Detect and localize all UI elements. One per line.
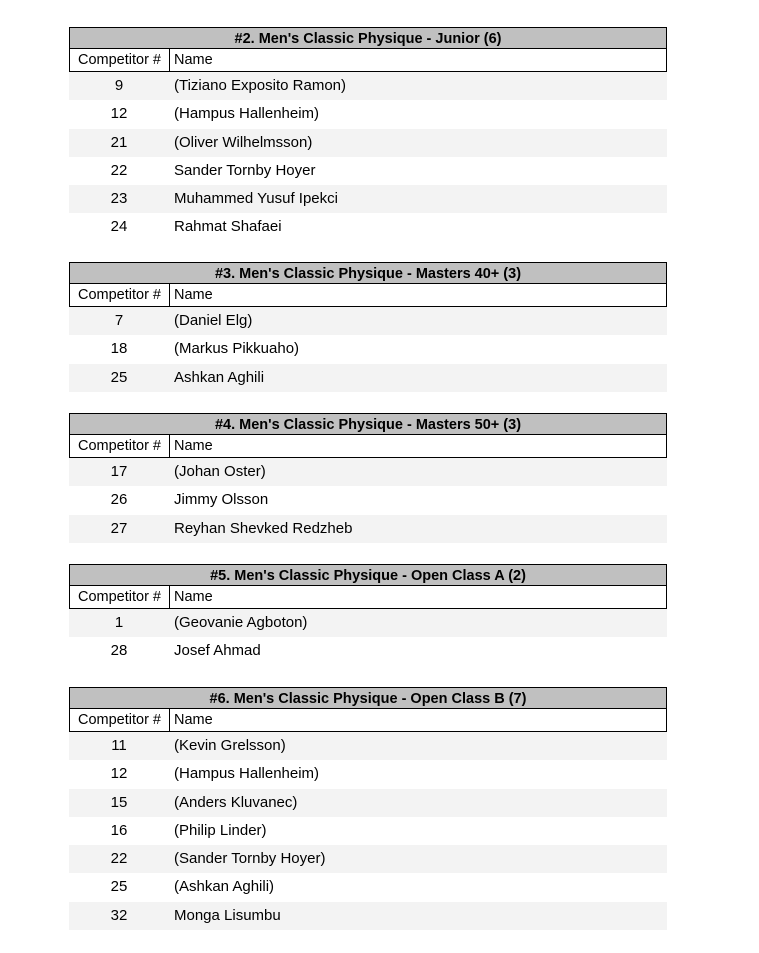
section-junior: [69, 27, 667, 242]
table-row: [69, 100, 667, 128]
competitor-number: 17: [110, 463, 128, 480]
competitor-number: 12: [110, 765, 128, 783]
competitor-name: (Ashkan Aghili): [174, 878, 275, 896]
section-open-class-a: [69, 564, 667, 666]
section-title: #2. Men's Classic Physique - Junior (6): [69, 27, 667, 49]
competitor-name: (Geovanie Agboton): [174, 614, 308, 631]
competitor-column-header: Competitor #: [70, 435, 170, 457]
competitor-name: Sander Tornby Hoyer: [174, 161, 316, 179]
column-header-row: [69, 709, 667, 732]
table-row: [69, 609, 667, 637]
competitor-number: 9: [114, 77, 124, 94]
competitor-column-header: Competitor #: [70, 284, 170, 306]
competitor-name: (Anders Kluvanec): [174, 793, 298, 811]
competitor-name: Muhammed Yusuf Ipekci: [174, 190, 338, 208]
section-title: #5. Men's Classic Physique - Open Class A (2): [69, 564, 667, 586]
competitor-number: 11: [111, 737, 127, 754]
name-column-header: Name: [174, 438, 213, 454]
table-row: [69, 129, 667, 157]
table-row: [69, 515, 667, 543]
competitor-number: 25: [110, 368, 128, 386]
table-row: [69, 486, 667, 514]
competitor-number: 24: [110, 218, 128, 236]
competitor-number: 28: [110, 642, 128, 660]
column-header-row: [69, 49, 667, 72]
competitor-name: (Oliver Wilhelmsson): [174, 133, 313, 151]
section-open-class-b: [69, 687, 667, 930]
competitor-number: 7: [114, 312, 124, 329]
competitor-column-header: Competitor #: [70, 709, 170, 731]
competitor-name: (Philip Linder): [174, 821, 267, 839]
competitor-number: 23: [110, 190, 128, 208]
table-row: [69, 335, 667, 363]
competitor-number: 21: [110, 133, 128, 151]
table-row: [69, 873, 667, 901]
competitor-name: (Daniel Elg): [174, 312, 253, 329]
competitor-name: Rahmat Shafaei: [174, 218, 282, 236]
section-title: #3. Men's Classic Physique - Masters 40+ (3): [69, 262, 667, 284]
table-row: [69, 817, 667, 845]
column-header-row: [69, 435, 667, 458]
column-header-row: [69, 284, 667, 307]
competitor-name: Jimmy Olsson: [174, 491, 269, 509]
competitor-column-header: Competitor #: [70, 586, 170, 608]
competitor-name: Reyhan Shevked Redzheb: [174, 519, 353, 537]
table-row: [69, 458, 667, 486]
competitor-number: 16: [110, 821, 128, 839]
competitor-name: (Sander Tornby Hoyer): [174, 850, 326, 868]
table-row: [69, 307, 667, 335]
name-column-header: Name: [174, 712, 213, 728]
section-title: #4. Men's Classic Physique - Masters 50+ (3): [69, 413, 667, 435]
table-row: [69, 902, 667, 930]
competitor-number: 32: [110, 906, 128, 924]
competitor-number: 12: [110, 105, 128, 123]
competitor-name: (Hampus Hallenheim): [174, 765, 320, 783]
table-row: [69, 364, 667, 392]
competitor-number: 27: [110, 519, 128, 537]
section-title: #6. Men's Classic Physique - Open Class B (7): [69, 687, 667, 709]
name-column-header: Name: [174, 287, 213, 303]
name-column-header: Name: [174, 589, 213, 605]
table-row: [69, 760, 667, 788]
competitor-name: (Kevin Grelsson): [174, 737, 286, 754]
competitor-number: 18: [110, 340, 128, 358]
competitor-number: 22: [110, 850, 128, 868]
table-row: [69, 213, 667, 241]
competitor-name: Ashkan Aghili: [174, 368, 265, 386]
competitor-name: Monga Lisumbu: [174, 906, 281, 924]
table-row: [69, 185, 667, 213]
table-row: [69, 157, 667, 185]
table-row: [69, 637, 667, 665]
section-masters-40: [69, 262, 667, 392]
table-row: [69, 732, 667, 760]
table-row: [69, 789, 667, 817]
competitor-number: 15: [110, 793, 128, 811]
competitor-number: 26: [110, 491, 128, 509]
section-masters-50: [69, 413, 667, 543]
competitor-name: Josef Ahmad: [174, 642, 261, 660]
competitor-number: 25: [110, 878, 128, 896]
competitor-number: 1: [114, 614, 124, 631]
competitor-name: (Johan Oster): [174, 463, 266, 480]
competitor-name: (Markus Pikkuaho): [174, 340, 300, 358]
competitor-name: (Hampus Hallenheim): [174, 105, 320, 123]
competitor-column-header: Competitor #: [70, 49, 170, 71]
table-row: [69, 845, 667, 873]
column-header-row: [69, 586, 667, 609]
name-column-header: Name: [174, 52, 213, 68]
competitor-name: (Tiziano Exposito Ramon): [174, 77, 347, 94]
table-row: [69, 72, 667, 100]
competitor-number: 22: [110, 161, 128, 179]
